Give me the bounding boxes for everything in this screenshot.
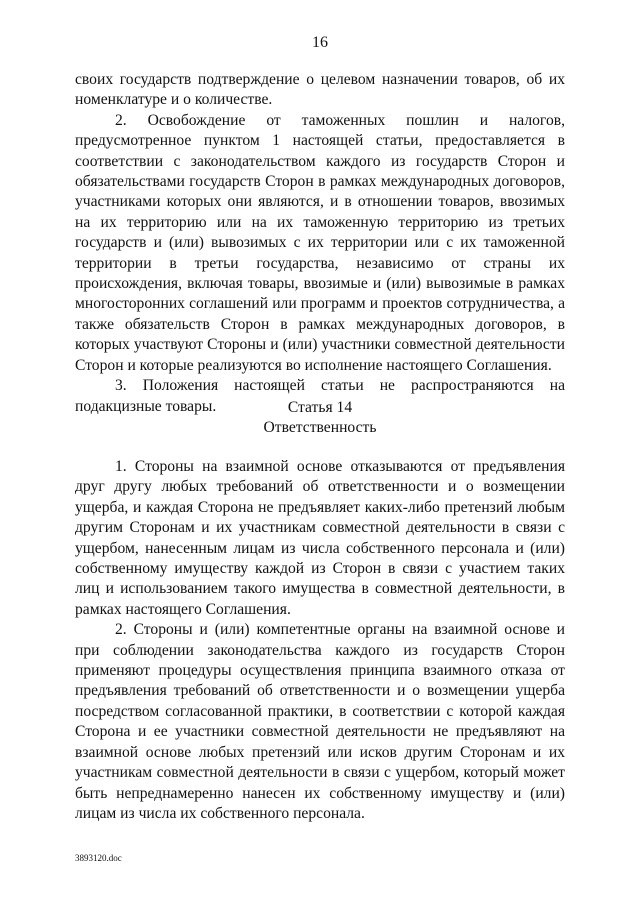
top-paragraphs xyxy=(75,70,565,417)
paragraph-clause-3: 3. Положения настоящей статьи не распространяются на подакцизные товары. xyxy=(75,377,565,415)
page-number: 16 xyxy=(312,34,328,51)
bottom-paragraphs xyxy=(75,457,565,824)
article-title: Ответственность xyxy=(263,419,377,437)
paragraph-clause-2: 2. Освобождение от таможенных пошлин и налогов, предусмотренное пунктом 1 настоящей статьи, предоставляется в соответствии с законодательством каждого из государств Сторон и обязательствами государств Сторон в рамках международных договоров, участниками которых они являются, и в отношении товаров, ввозимых на их территорию или на их таможенную территорию из третьих государств и (или) вывозимых с их территории или с их таможенной территории в третьи государства, независимо от страны их происхождения, включая товары, ввозимые и (или) вывозимые в рамках многосторонних соглашений или программ и проектов сотрудничества, а также обязательств Сторон в рамках международных договоров, в которых участвуют Стороны и (или) участники совместной деятельности Сторон и которые реализуются во исполнение настоящего Соглашения. xyxy=(75,111,565,374)
paragraph-article-14-clause-2: 2. Стороны и (или) компетентные органы на взаимной основе и при соблюдении законодательства каждого из государств Сторон применяют процедуры осуществления принципа взаимного отказа от предъявления требований об ответственности и о возмещении ущерба посредством согласованной практики, в соответствии с которой каждая Сторона и ее участники совместной деятельности не предъявляют на взаимной основе любых претензий или исков другим Сторонам и их участникам совместной деятельности в связи с ущербом, который может быть непреднамеренно нанесен их собственному имуществу и (или) лицам из числа их собственного персонала. xyxy=(75,621,565,822)
article-heading xyxy=(75,398,565,439)
footer-filename: 3893120.doc xyxy=(75,853,122,863)
article-number: Статья 14 xyxy=(287,399,353,416)
paragraph-continuation: своих государств подтверждение о целевом назначении товаров, об их номенклатуре и о количестве. xyxy=(75,71,565,109)
paragraph-article-14-clause-1: 1. Стороны на взаимной основе отказываются от предъявления друг другу любых требований об ответственности и о возмещении ущерба, и каждая Сторона не предъявляет каких-либо претензий любым другим Сторонам и их участникам совместной деятельности в связи с ущербом, нанесенным лицам из числа собственного персонала и (или) собственному имуществу каждой из Сторон в связи с участием таких лиц и использованием такого имущества в совместной деятельности, в рамках настоящего Соглашения. xyxy=(75,458,565,618)
